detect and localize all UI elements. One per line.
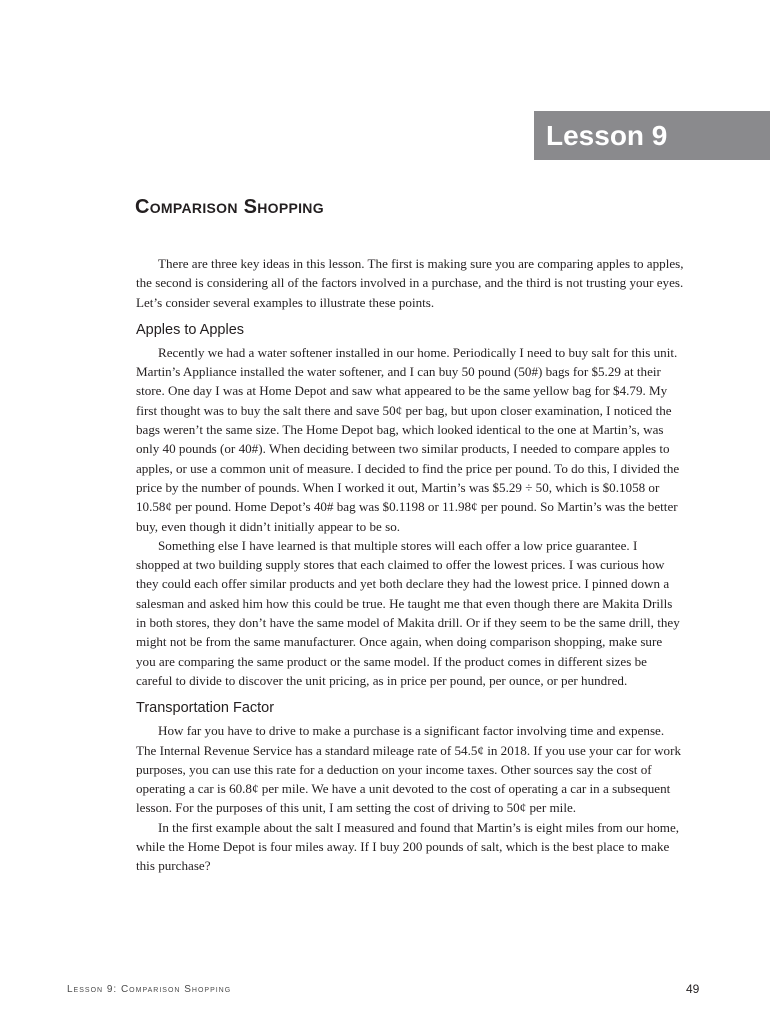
page-number: 49 xyxy=(686,982,700,996)
body-paragraph: How far you have to drive to make a purchase is a significant factor involving time and expense. The Internal Revenue Service has a standard mileage rate of 54.5¢ in 2018. If you use your car for work purposes, you can use this rate for a deduction on your income taxes. Other sources say the cost of operating a car is 60.8¢ per mile. We have a unit devoted to the cost of operating a car in a subsequent lesson. For the purposes of this unit, I am setting the cost of driving to 50¢ per mile. xyxy=(136,723,682,816)
body-paragraph: Something else I have learned is that multiple stores will each offer a low price guarantee. I shopped at two building supply stores that each claimed to offer the lowest prices. I was curious how they could each offer similar products and yet both declare they had the lowest price. I pinned down a salesman and asked him how this could be true. He taught me that even though there are Makita Drills in both stores, they don’t have the same model of Makita drill. Or if they seem to be the same drill, they might not be from the same manufacturer. Once again, when doing comparison shopping, make sure you are comparing the same product or the same model. If the product comes in different sizes be careful to divide to discover the unit pricing, as in price per pound, per ounce, or per hundred. xyxy=(136,537,680,688)
body-paragraph: In the first example about the salt I measured and found that Martin’s is eight miles from our home, while the Home Depot is four miles away. If I buy 200 pounds of salt, which is the best place to make this purchase? xyxy=(136,819,680,874)
page-title: Comparison Shopping xyxy=(135,196,324,218)
lesson-body xyxy=(136,254,684,876)
running-footer: Lesson 9: Comparison Shopping xyxy=(67,984,232,995)
section-heading-transportation: Transportation Factor xyxy=(136,700,275,717)
section-heading-apples: Apples to Apples xyxy=(136,321,245,338)
body-paragraph: Recently we had a water softener installed in our home. Periodically I need to buy salt for this unit. Martin’s Appliance installed the water softener, and I can buy 50 pound (50#) bags for $5.29 at their store. One day I was at Home Depot and saw what appeared to be the same yellow bag for $4.79. My first thought was to buy the salt there and save 50¢ per bag, but upon closer examination, I noticed the bags weren’t the same size. The Home Depot bag, which looked identical to the one at Martin’s, was only 40 pounds (or 40#). When deciding between two similar products, I needed to compare apples to apples, or use a common unit of measure. I decided to find the price per pound. To do this, I divided the price by the number of pounds. When I worked it out, Martin’s was $5.29 ÷ 50, which is $0.1058 or 10.58¢ per pound. Home Depot’s 40# bag was $0.1198 or 11.98¢ per pound. So Martin’s was the better buy, even though it didn’t initially appear to be so. xyxy=(136,344,680,534)
intro-paragraph: There are three key ideas in this lesson. The first is making sure you are comparing apples to apples, the second is considering all of the factors involved in a purchase, and the third is not trusting your eyes. Let’s consider several examples to illustrate these points. xyxy=(136,256,684,310)
lesson-tab: Lesson 9 xyxy=(534,111,770,160)
